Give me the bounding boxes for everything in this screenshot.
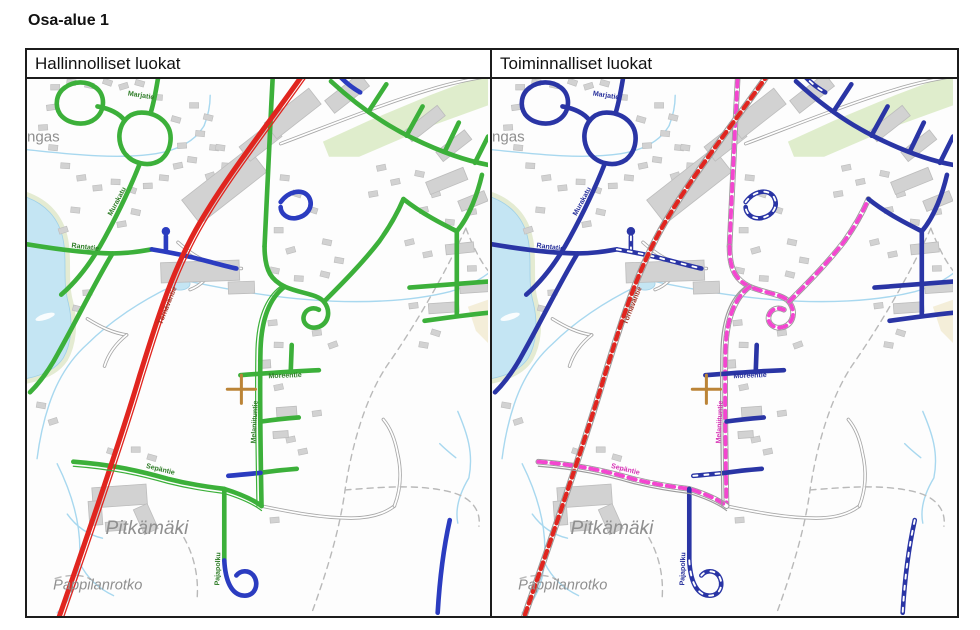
street-label: Rantatie xyxy=(536,242,565,253)
street-label: Melaniituntie xyxy=(715,400,725,444)
area-label: ngas xyxy=(492,128,525,146)
area-label: Pappilanrotko xyxy=(518,577,608,594)
street-label: Rantatie xyxy=(71,242,100,253)
street-label: Pajapolku xyxy=(214,552,223,586)
map-administrative-classes xyxy=(27,79,488,616)
street-label: Marjatie xyxy=(592,90,620,102)
street-label: Murakatu xyxy=(107,186,128,218)
street-label: Sepäntie xyxy=(145,462,176,477)
panel-functional xyxy=(492,50,957,616)
map-cell-administrative xyxy=(27,79,490,616)
street-label: Murakatu xyxy=(572,186,593,218)
map-functional-classes xyxy=(492,79,953,616)
area-label: ngas xyxy=(27,128,60,146)
panel-administrative xyxy=(27,50,492,616)
street-label: Moreentie xyxy=(268,372,302,381)
area-label: Pitkämäki xyxy=(105,518,189,540)
street-label: Törnäväntie xyxy=(622,286,644,326)
map-cell-functional xyxy=(492,79,957,616)
street-label: Pajapolku xyxy=(679,552,688,586)
street-label: Moreentie xyxy=(733,372,767,381)
area-label: Pitkämäki xyxy=(570,518,654,540)
comparison-table xyxy=(25,48,959,618)
street-label: Törnäväntie xyxy=(157,286,179,326)
panel-header-functional: Toiminnalliset luokat xyxy=(492,50,957,79)
street-label: Sepäntie xyxy=(610,462,641,477)
area-label: Pappilanrotko xyxy=(53,577,143,594)
panel-header-administrative: Hallinnolliset luokat xyxy=(27,50,490,79)
street-label: Melaniituntie xyxy=(250,400,260,444)
street-label: Marjatie xyxy=(127,90,155,102)
page-title: Osa-alue 1 xyxy=(28,12,109,29)
